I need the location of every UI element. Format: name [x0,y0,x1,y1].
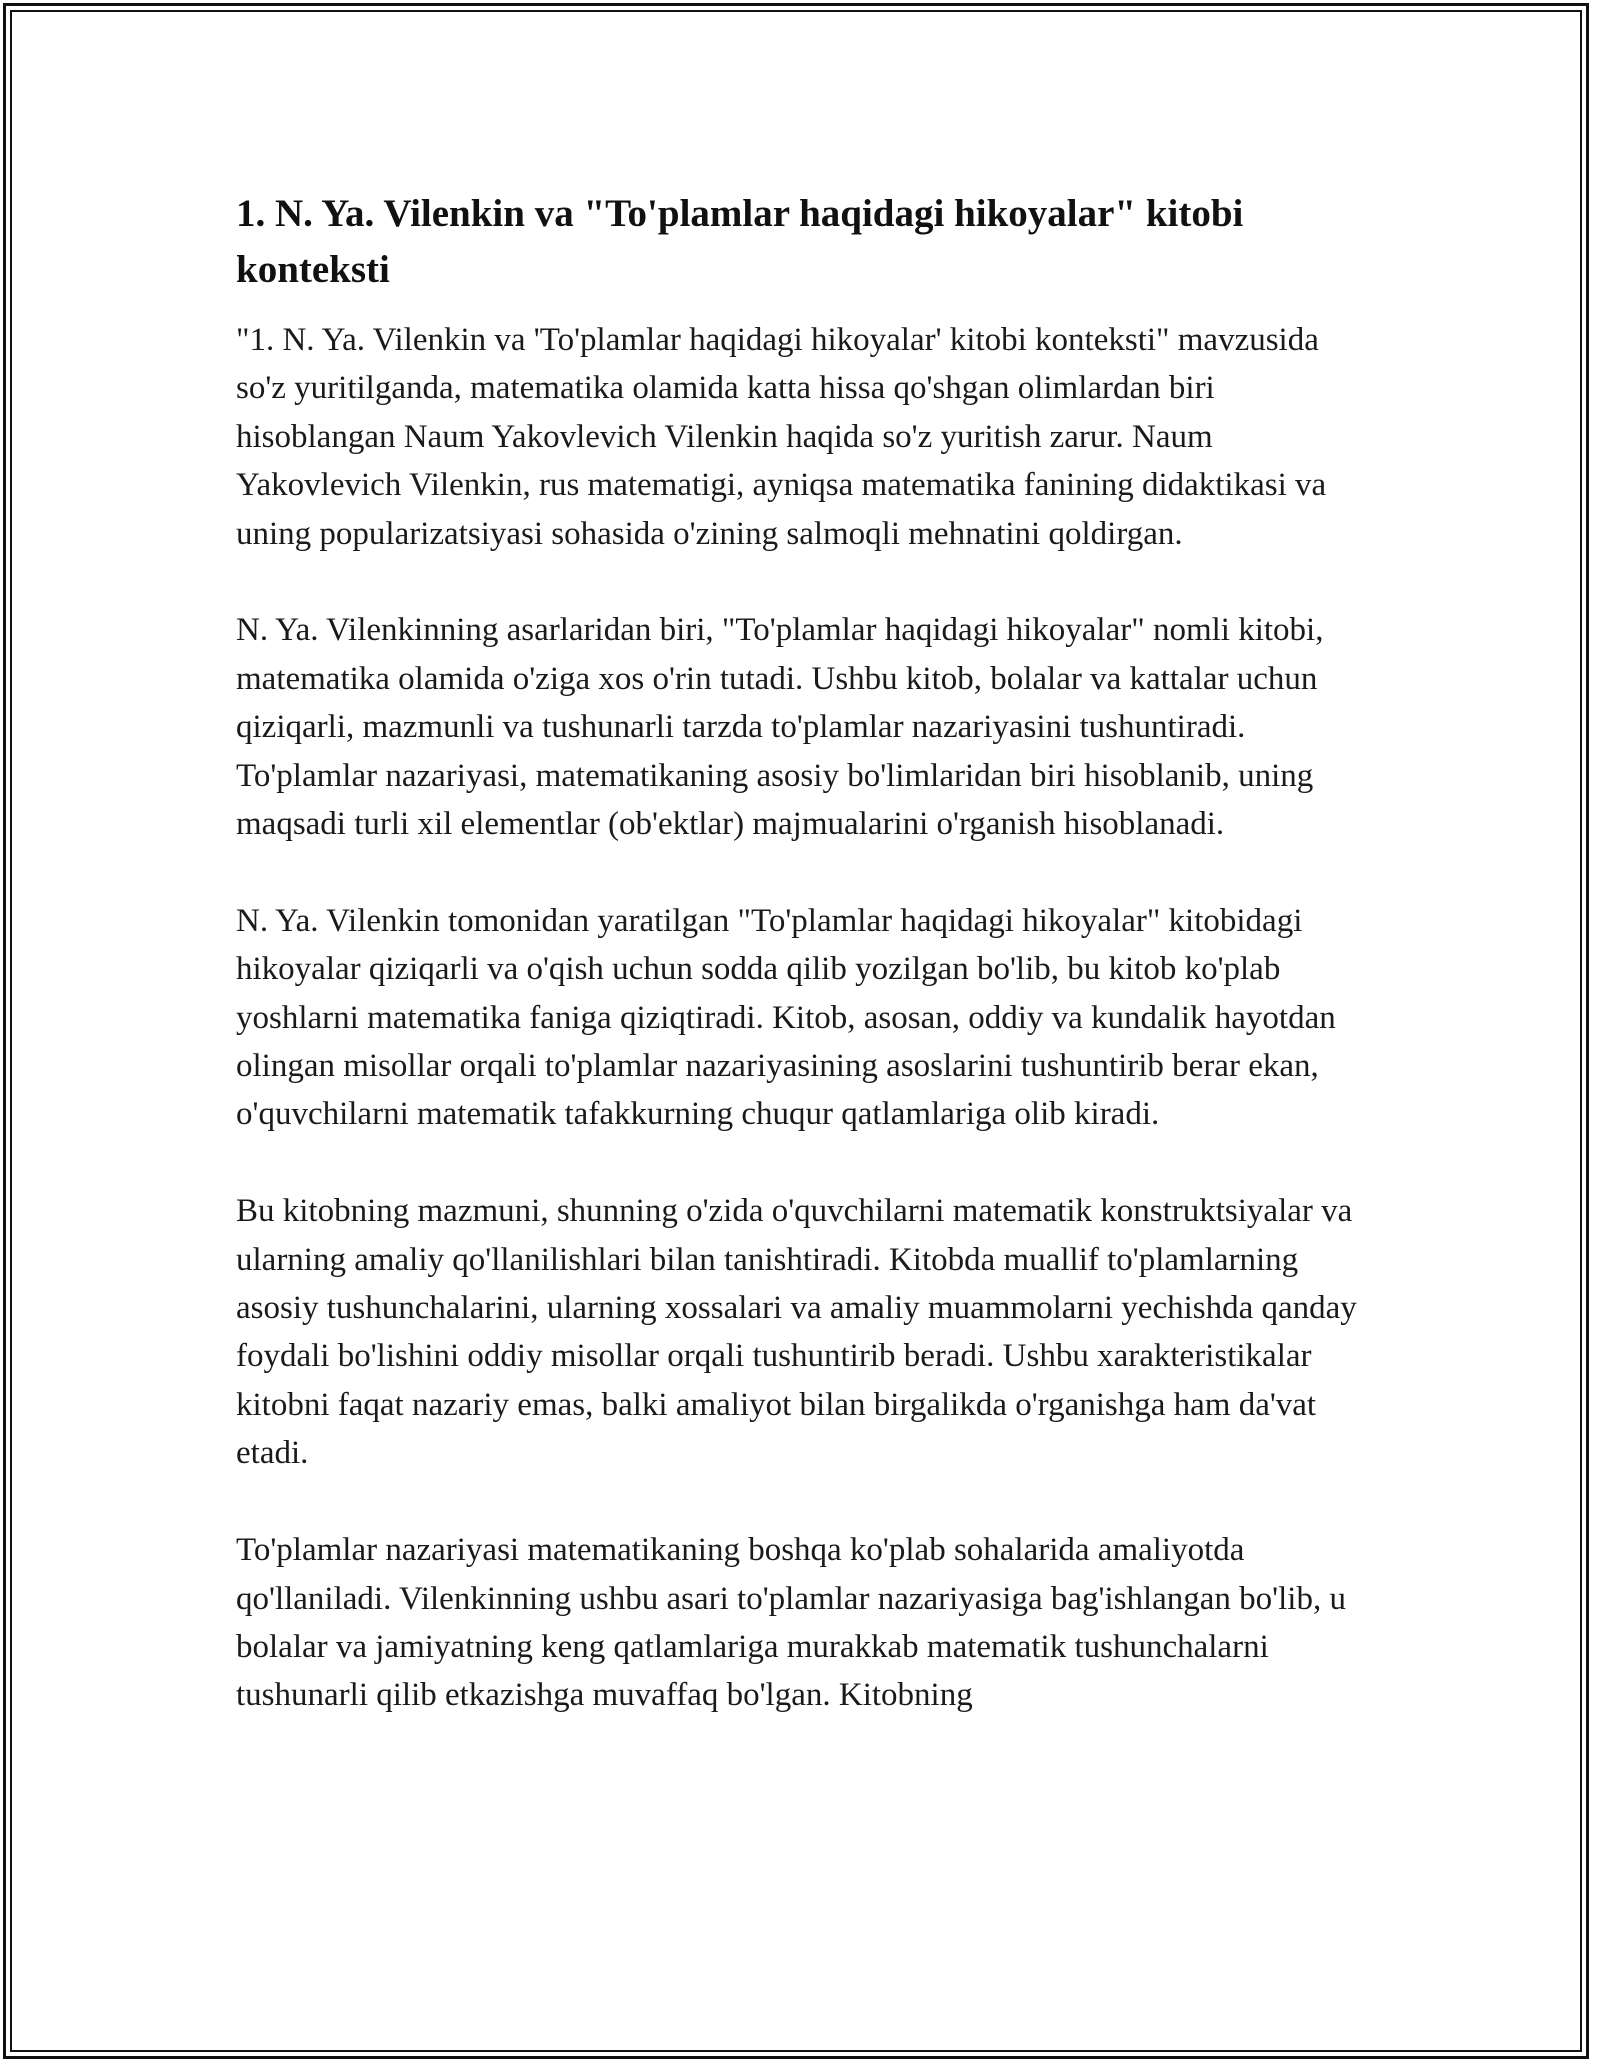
paragraph-3: N. Ya. Vilenkin tomonidan yaratilgan "To'plamlar haqidagi hikoyalar" kitobidagi hikoyalar qiziqarli va o'qish uchun sodda qilib yozilgan bo'lib, bu kitob ko'plab yoshlarni matematika faniga qiziqtiradi. Kitob, asosan, oddiy va kundalik hayotdan olingan misollar orqali to'plamlar nazariyasining asoslarini tushuntirib berar ekan, o'quvchilarni matematik tafakkurning chuqur qatlamlariga olib kiradi. [236,902,1336,1133]
paragraph-1: "1. N. Ya. Vilenkin va 'To'plamlar haqidagi hikoyalar' kitobi konteksti" mavzusida so'z yuritilganda, matematika olamida katta hissa qo'shgan olimlardan biri hisoblangan Naum Yakovlevich Vilenkin haqida so'z yuritish zarur. Naum Yakovlevich Vilenkin, rus matematigi, ayniqsa matematika fanining didaktikasi va uning popularizatsiyasi sohasida o'zining salmoqli mehnatini qoldirgan. [236,322,1327,552]
section-heading: 1. N. Ya. Vilenkin va "To'plamlar haqidagi hikoyalar" kitobi konteksti [236,192,1244,291]
paragraph-5: To'plamlar nazariyasi matematikaning boshqa ko'plab sohalarida amaliyotda qo'llaniladi. Vilenkinning ushbu asari to'plamlar nazariyasiga bag'ishlangan bo'lib, u bolalar va jamiyatning keng qatlamlariga murakkab matematik tushunchalarni tushunarli qilib etkazishga muvaffaq bo'lgan. Kitobning [236,1532,1346,1714]
paragraph-2: N. Ya. Vilenkinning asarlaridan biri, "To'plamlar haqidagi hikoyalar" nomli kitobi, matematika olamida o'ziga xos o'rin tutadi. Ushbu kitob, bolalar va kattalar uchun qiziqarli, mazmunli va tushunarli tarzda to'plamlar nazariyasini tushuntiradi. To'plamlar nazariyasi, matematikaning asosiy bo'limlaridan biri hisoblanib, uning maqsadi turli xil elementlar (ob'ektlar) majmualarini o'rganish hisoblanadi. [236,612,1324,843]
paragraph-4: Bu kitobning mazmuni, shunning o'zida o'quvchilarni matematik konstruktsiyalar va ularning amaliy qo'llanilishlari bilan tanishtiradi. Kitobda muallif to'plamlarning asosiy tushunchalarini, ularning xossalari va amaliy muammolarni yechishda qanday foydali bo'lishini oddiy misollar orqali tushuntirib beradi. Ushbu xarakteristikalar kitobni faqat nazariy emas, balki amaliyot bilan birgalikda o'rganishga ham da'vat etadi. [236,1193,1357,1472]
document-body [236,186,1376,1768]
